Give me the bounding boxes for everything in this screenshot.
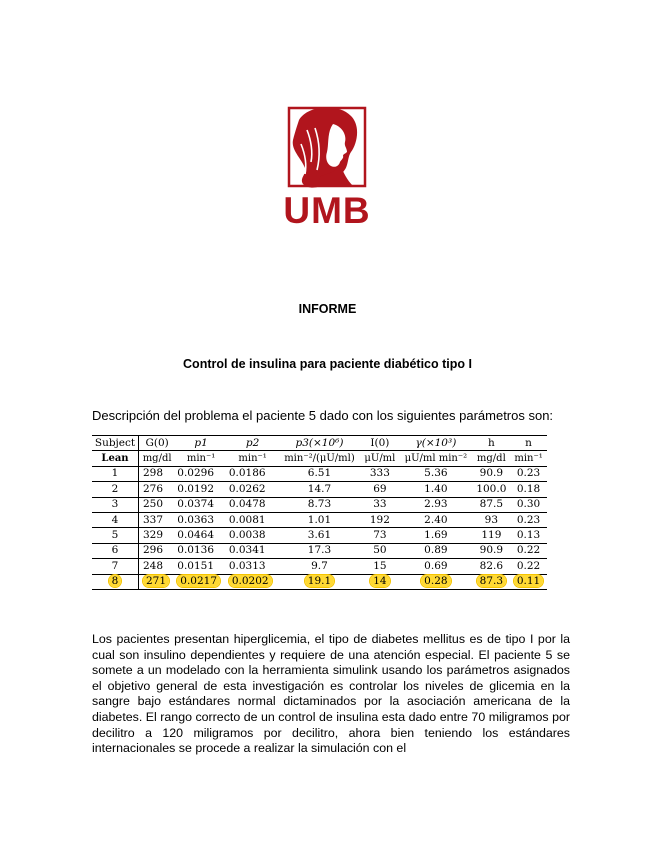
table-cell [473,497,511,512]
cell-value: 0.0081 [228,513,266,526]
table-cell [92,543,139,558]
table-cell [175,528,227,543]
cell-value: 0.22 [516,544,541,557]
table-cell [510,528,547,543]
cell-value: 0.13 [516,529,541,542]
table-cell [473,528,511,543]
table-row [92,482,547,497]
table-cell [175,574,227,589]
table-row [92,528,547,543]
table-cell [175,482,227,497]
header-cell: Subject [92,436,139,451]
table-cell [399,497,472,512]
table-cell [473,482,511,497]
table-row [92,497,547,512]
table-cell [473,574,511,589]
cell-value: 1 [111,467,119,480]
unit-cell: min⁻¹ [175,451,227,466]
cell-value: 0.0262 [228,482,266,495]
table-cell [361,543,400,558]
cell-value: 2.93 [424,498,448,511]
header-cell: p3(×10⁶) [278,436,360,451]
table-cell [227,482,279,497]
cell-value: 1.01 [307,513,332,526]
table-cell [139,543,176,558]
header-cell: G(0) [139,436,176,451]
table-cell [92,466,139,481]
table-cell [227,512,279,527]
cell-value: 0.22 [516,559,541,572]
cell-value: 192 [369,513,390,526]
cell-value: 298 [143,467,164,480]
cell-value: 1.69 [424,529,448,542]
cell-value: 9.7 [311,559,328,572]
table-cell [473,543,511,558]
body-paragraph: Los pacientes presentan hiperglicemia, el tipo de diabetes mellitus es de tipo I por la cual son insulino dependientes y requiere de una atención especial. El paciente 5 se somete a un modelado con la herramienta simulink usando los parámetros asignados el objetivo general de esta investigación es controlar los niveles de glicemia en la sangre bajo estándares normal dictaminados por la asociación americana de la diabetes. El rango correcto de un control de insulina esta dado entre 70 miligramos por decilitro a 120 miligramos por decilitro, ahora bien teniendo los estándares internacionales se procede a realizar la simulación con el [92,632,570,756]
cell-value: 87.5 [479,498,504,511]
table-cell [227,466,279,481]
unit-cell: min⁻¹ [510,451,547,466]
cell-value: 87.3 [477,575,506,587]
table-cell [175,543,227,558]
table-cell [361,512,400,527]
cell-value: 0.23 [516,467,541,480]
cell-value: 19.1 [305,575,334,587]
table-cell [473,559,511,574]
table-cell [510,497,547,512]
table-cell [399,559,472,574]
table-cell [278,482,360,497]
cell-value: 73 [373,529,387,542]
intro-text: Descripción del problema el paciente 5 dado con los siguientes parámetros son: [92,408,554,423]
table-row [92,543,547,558]
unit-cell: mg/dl [139,451,176,466]
table-cell [92,512,139,527]
cell-value: 90.9 [479,544,504,557]
parameters-table [92,435,547,590]
header-cell: h [473,436,511,451]
table-units-row [92,451,547,466]
table-cell [92,574,139,589]
table-cell [399,482,472,497]
cell-value: 0.0464 [177,529,215,542]
table-cell [361,528,400,543]
cell-value: 17.3 [307,544,332,557]
cell-value: 0.0136 [177,544,215,557]
header-cell: γ(×10³) [399,436,472,451]
cell-value: 0.30 [516,498,541,511]
cell-value: 0.0192 [177,482,215,495]
header-cell: n [510,436,547,451]
cell-value: 329 [143,529,164,542]
cell-value: 0.0478 [228,498,266,511]
unit-cell: mg/dl [473,451,511,466]
table-cell [139,512,176,527]
cell-value: 7 [111,559,119,572]
table-cell [510,574,547,589]
table-cell [278,497,360,512]
unit-cell: Lean [92,451,139,466]
cell-value: 0.69 [424,559,448,572]
cell-value: 50 [373,544,387,557]
table-cell [139,574,176,589]
table-cell [473,512,511,527]
cell-value: 90.9 [479,467,504,480]
table-row [92,574,547,589]
cell-value: 0.0341 [228,544,266,557]
report-title: INFORME [298,302,357,316]
header-cell: I(0) [361,436,400,451]
table-cell [510,482,547,497]
cell-value: 0.0186 [228,467,266,480]
cell-value: 8 [109,575,122,587]
table-cell [175,512,227,527]
cell-value: 6 [111,544,119,557]
table-cell [473,466,511,481]
table-cell [278,528,360,543]
cell-value: 93 [484,513,499,526]
cell-value: 0.28 [421,575,450,587]
cell-value: 276 [143,482,164,495]
table-cell [175,559,227,574]
cell-value: 333 [369,467,390,480]
table-cell [510,543,547,558]
cell-value: 33 [373,498,387,511]
cell-value: 296 [143,544,164,557]
table-cell [278,543,360,558]
report-subtitle: Control de insulina para paciente diabético tipo I [183,357,472,371]
table-row [92,512,547,527]
cell-value: 14.7 [307,482,332,495]
table-cell [278,574,360,589]
cell-value: 271 [143,575,169,587]
cell-value: 0.0313 [228,559,266,572]
cell-value: 2.40 [424,513,448,526]
table-cell [361,466,400,481]
table-cell [510,466,547,481]
table-cell [510,559,547,574]
cell-value: 0.0217 [177,575,220,587]
cell-value: 5 [111,529,119,542]
table-cell [510,512,547,527]
table-cell [361,482,400,497]
cell-value: 4 [111,513,119,526]
cell-value: 0.18 [516,482,541,495]
table-cell [139,466,176,481]
table-cell [399,543,472,558]
table-cell [92,528,139,543]
table-cell [361,559,400,574]
table-cell [139,482,176,497]
table-cell [139,528,176,543]
table-cell [399,528,472,543]
table-cell [361,497,400,512]
unit-cell: min⁻¹ [227,451,279,466]
unit-cell: μU/ml min⁻² [399,451,472,466]
table-cell [399,574,472,589]
cell-value: 69 [373,482,387,495]
table-cell [399,466,472,481]
table-cell [361,574,400,589]
cell-value: 0.0038 [228,529,266,542]
table-cell [92,559,139,574]
table-cell [139,559,176,574]
table-row [92,466,547,481]
cell-value: 82.6 [479,559,504,572]
cell-value: 0.23 [516,513,541,526]
cell-value: 250 [143,498,164,511]
table-cell [227,528,279,543]
cell-value: 0.11 [514,575,543,587]
cell-value: 8.73 [307,498,332,511]
table-cell [278,466,360,481]
unit-cell: μU/ml [361,451,400,466]
table-cell [227,497,279,512]
table-header-row [92,436,547,451]
table-cell [175,497,227,512]
cell-value: 248 [143,559,164,572]
cell-value: 14 [370,575,389,587]
table-cell [227,574,279,589]
cell-value: 0.0374 [177,498,215,511]
cell-value: 0.0296 [177,467,215,480]
table-cell [227,543,279,558]
cell-value: 0.0202 [229,575,272,587]
cell-value: 15 [373,559,387,572]
header-cell: p1 [175,436,227,451]
cell-value: 5.36 [424,467,448,480]
table-cell [227,559,279,574]
cell-value: 0.89 [424,544,448,557]
table-cell [278,559,360,574]
cell-value: 119 [481,529,502,542]
table-cell [92,497,139,512]
unit-cell: min⁻²/(μU/ml) [278,451,360,466]
cell-value: 3 [111,498,119,511]
cell-value: 3.61 [307,529,332,542]
header-cell: p2 [227,436,279,451]
cell-value: 0.0151 [177,559,215,572]
cell-value: 100.0 [476,482,507,495]
cell-value: 337 [143,513,164,526]
table-cell [139,497,176,512]
cell-value: 6.51 [307,467,332,480]
table-row [92,559,547,574]
cell-value: 0.0363 [177,513,215,526]
table-cell [175,466,227,481]
logo-text: UMB [283,190,371,231]
cell-value: 1.40 [424,482,448,495]
table-cell [278,512,360,527]
cell-value: 2 [111,482,119,495]
table-cell [399,512,472,527]
table-cell [92,482,139,497]
